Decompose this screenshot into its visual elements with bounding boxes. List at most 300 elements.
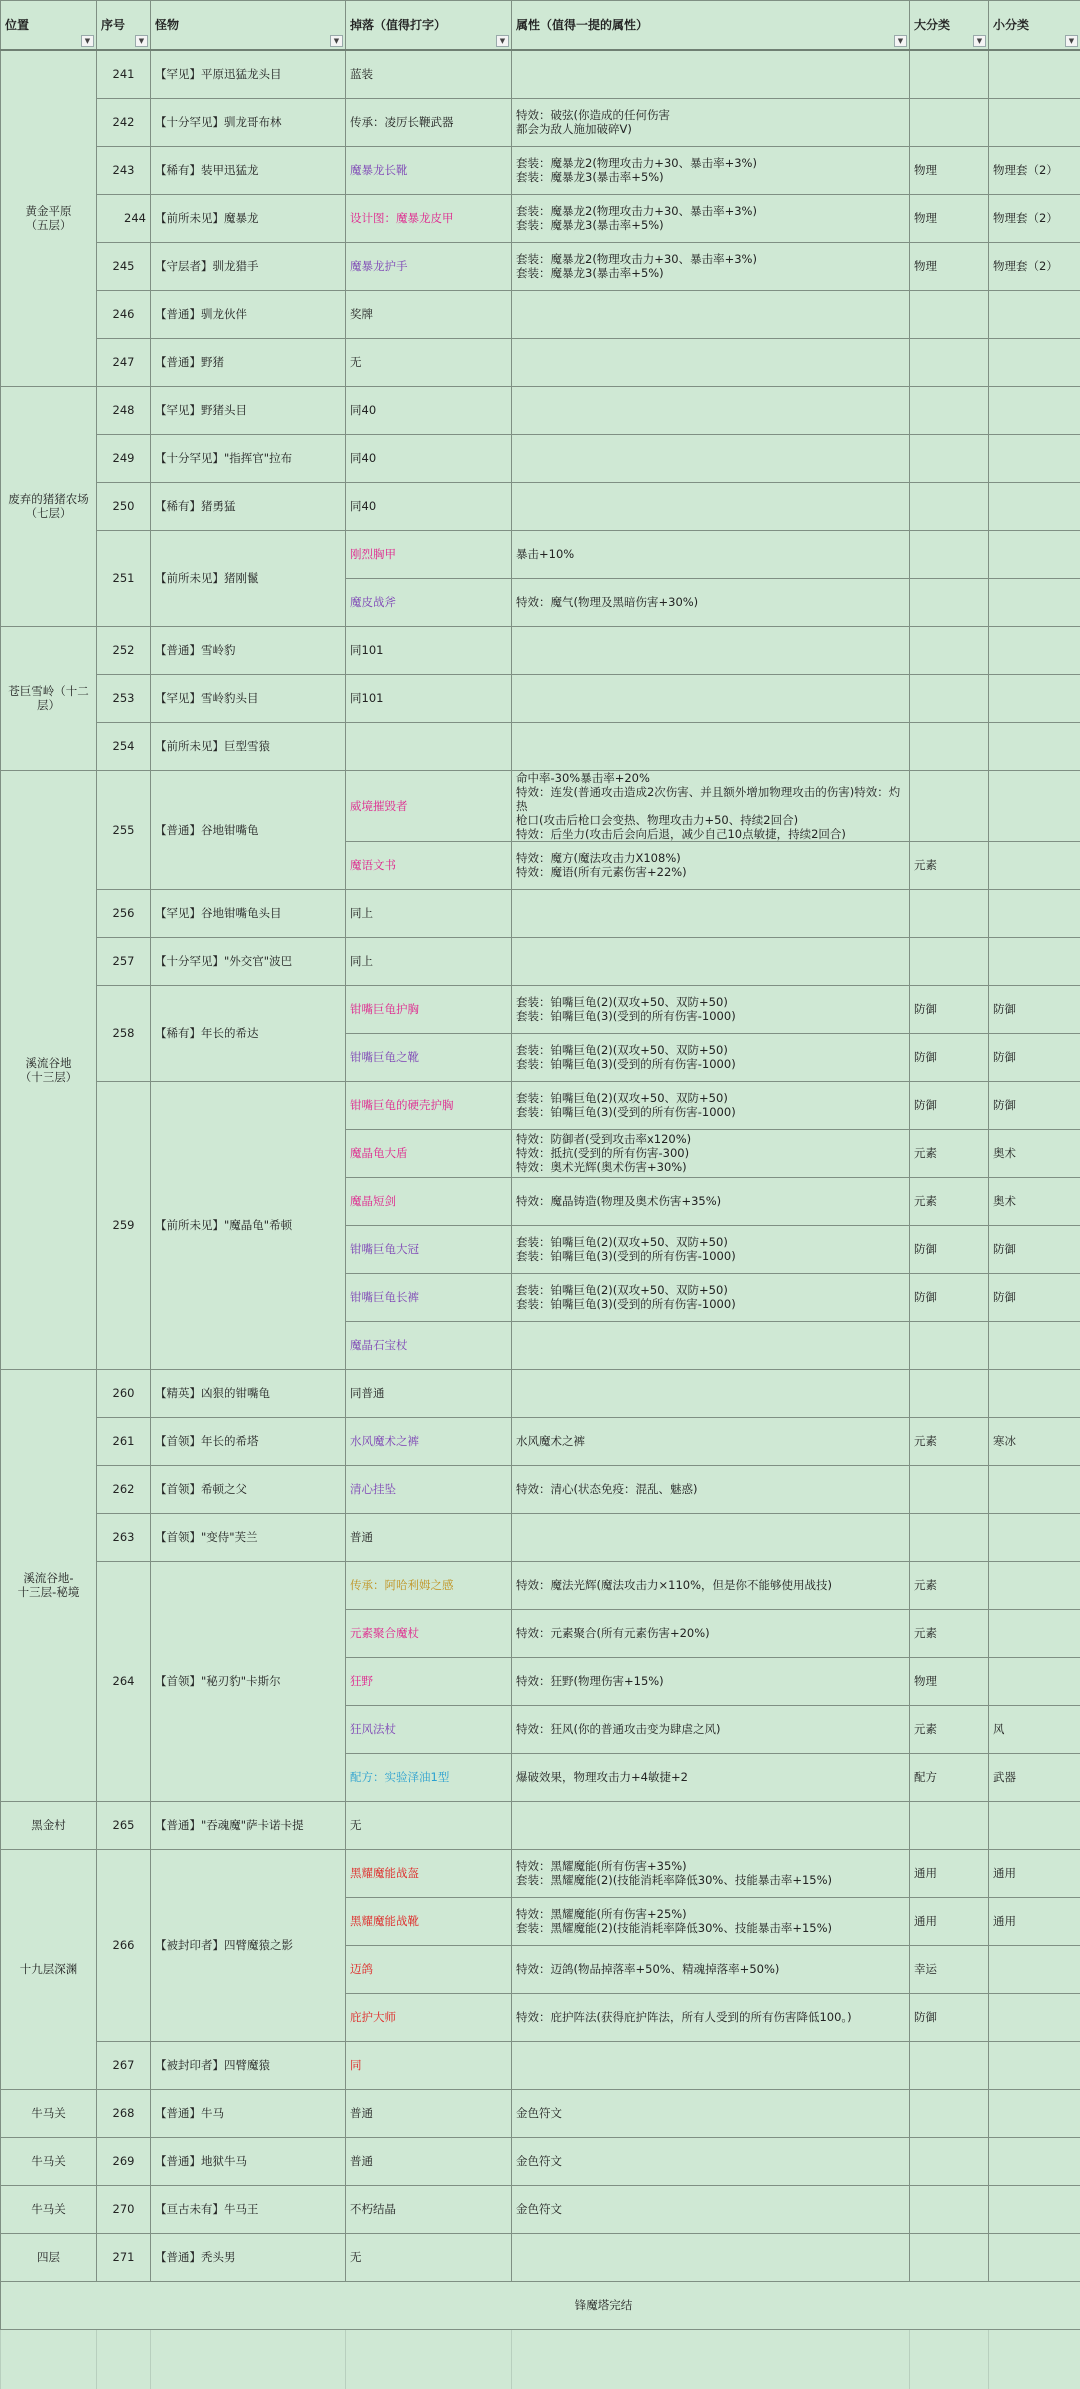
table-row — [1, 2185, 1080, 2233]
monster-cell: 【精英】凶狠的钳嘴龟 — [151, 1369, 346, 1417]
index-cell: 261 — [97, 1417, 151, 1465]
drop-cell: 同40 — [346, 434, 512, 482]
major-category-cell: 元素 — [910, 841, 989, 889]
location-cell: 十九层深渊 — [1, 1849, 97, 2089]
minor-category-cell — [989, 1993, 1080, 2041]
index-cell: 246 — [97, 290, 151, 338]
attribute-cell: 暴击+10% — [512, 530, 910, 578]
major-category-cell: 元素 — [910, 1177, 989, 1225]
table-row — [1, 1369, 1080, 1417]
drop-cell: 迈鸽 — [346, 1945, 512, 1993]
header-label: 序号 — [101, 18, 125, 32]
table-row — [1, 1513, 1080, 1561]
index-cell: 243 — [97, 146, 151, 194]
major-category-cell — [910, 937, 989, 985]
attribute-cell: 特效：庇护阵法(获得庇护阵法，所有人受到的所有伤害降低100。) — [512, 1993, 910, 2041]
minor-category-cell — [989, 578, 1080, 626]
attribute-cell — [512, 290, 910, 338]
drop-cell: 同上 — [346, 889, 512, 937]
drop-cell: 无 — [346, 338, 512, 386]
attribute-cell: 爆破效果，物理攻击力+4敏捷+2 — [512, 1753, 910, 1801]
attribute-cell: 特效：狂风(你的普通攻击变为肆虐之风) — [512, 1705, 910, 1753]
index-cell: 266 — [97, 1849, 151, 2041]
drop-cell: 水风魔术之裤 — [346, 1417, 512, 1465]
table-row — [1, 1417, 1080, 1465]
location-cell: 苍巨雪岭（十二 层） — [1, 626, 97, 770]
minor-category-cell — [989, 50, 1080, 98]
major-category-cell: 通用 — [910, 1897, 989, 1945]
index-cell: 250 — [97, 482, 151, 530]
minor-category-cell: 防御 — [989, 1225, 1080, 1273]
attribute-cell — [512, 1321, 910, 1369]
major-category-cell: 物理 — [910, 1657, 989, 1705]
minor-category-cell: 防御 — [989, 985, 1080, 1033]
filter-dropdown-icon[interactable]: ▼ — [135, 35, 148, 47]
minor-category-cell — [989, 1321, 1080, 1369]
monster-cell: 【普通】秃头男 — [151, 2233, 346, 2281]
index-cell: 248 — [97, 386, 151, 434]
index-cell: 251 — [97, 530, 151, 626]
location-cell: 牛马关 — [1, 2185, 97, 2233]
attribute-cell — [512, 2041, 910, 2089]
monster-cell: 【十分罕见】驯龙哥布林 — [151, 98, 346, 146]
index-cell: 249 — [97, 434, 151, 482]
table-row — [1, 50, 1080, 98]
table-row — [1, 770, 1080, 841]
table-row — [1, 674, 1080, 722]
major-category-cell — [910, 1321, 989, 1369]
attribute-cell: 套装：魔暴龙2(物理攻击力+30、暴击率+3%) 套装：魔暴龙3(暴击率+5%) — [512, 146, 910, 194]
location-cell: 牛马关 — [1, 2089, 97, 2137]
location-cell: 牛马关 — [1, 2137, 97, 2185]
major-category-cell: 元素 — [910, 1705, 989, 1753]
minor-category-cell: 物理套（2） — [989, 146, 1080, 194]
location-cell: 废弃的猪猪农场 （七层） — [1, 386, 97, 626]
index-cell: 247 — [97, 338, 151, 386]
major-category-cell — [910, 2137, 989, 2185]
major-category-cell — [910, 2185, 989, 2233]
drop-cell: 钳嘴巨龟大冠 — [346, 1225, 512, 1273]
index-cell: 267 — [97, 2041, 151, 2089]
index-cell: 259 — [97, 1081, 151, 1369]
empty-cell — [1, 2359, 97, 2389]
header-label: 怪物 — [155, 18, 179, 32]
monster-cell: 【首领】年长的希塔 — [151, 1417, 346, 1465]
empty-cell — [910, 2359, 989, 2389]
index-cell: 268 — [97, 2089, 151, 2137]
drop-cell: 黑耀魔能战靴 — [346, 1897, 512, 1945]
minor-category-cell — [989, 1561, 1080, 1609]
header-row — [1, 1, 1080, 51]
monster-cell: 【十分罕见】"外交官"波巴 — [151, 937, 346, 985]
major-category-cell — [910, 530, 989, 578]
major-category-cell: 防御 — [910, 1081, 989, 1129]
filter-dropdown-icon[interactable]: ▼ — [330, 35, 343, 47]
major-category-cell — [910, 482, 989, 530]
monster-cell: 【普通】"吞魂魔"萨卡诺卡提 — [151, 1801, 346, 1849]
major-category-cell — [910, 290, 989, 338]
minor-category-cell: 风 — [989, 1705, 1080, 1753]
monster-cell: 【首领】"秘刃豹"卡斯尔 — [151, 1561, 346, 1801]
minor-category-cell: 防御 — [989, 1273, 1080, 1321]
table-row — [1, 1081, 1080, 1129]
minor-category-cell: 物理套（2） — [989, 194, 1080, 242]
major-category-cell: 物理 — [910, 146, 989, 194]
major-category-cell — [910, 1513, 989, 1561]
table-row — [1, 889, 1080, 937]
attribute-cell: 特效：魔气(物理及黑暗伤害+30%) — [512, 578, 910, 626]
empty-cell — [512, 2329, 910, 2359]
drop-cell: 普通 — [346, 2089, 512, 2137]
major-category-cell — [910, 770, 989, 841]
monster-cell: 【普通】野猪 — [151, 338, 346, 386]
table-row — [1, 1465, 1080, 1513]
drop-cell: 黑耀魔能战盔 — [346, 1849, 512, 1897]
drop-cell: 同101 — [346, 626, 512, 674]
monster-cell: 【罕见】谷地钳嘴龟头目 — [151, 889, 346, 937]
header-label: 小分类 — [993, 18, 1029, 32]
index-cell: 257 — [97, 937, 151, 985]
drop-cell: 同上 — [346, 937, 512, 985]
drop-cell: 普通 — [346, 1513, 512, 1561]
table-row — [1, 194, 1080, 242]
drop-cell: 元素聚合魔杖 — [346, 1609, 512, 1657]
drop-cell: 狂风法杖 — [346, 1705, 512, 1753]
minor-category-cell — [989, 889, 1080, 937]
drop-cell: 同40 — [346, 482, 512, 530]
header-location — [1, 1, 97, 51]
index-cell: 265 — [97, 1801, 151, 1849]
major-category-cell: 幸运 — [910, 1945, 989, 1993]
table-row — [1, 626, 1080, 674]
attribute-cell: 特效：迈鸽(物品掉落率+50%、精魂掉落率+50%) — [512, 1945, 910, 1993]
minor-category-cell: 奥术 — [989, 1129, 1080, 1177]
empty-cell — [989, 2359, 1080, 2389]
filter-dropdown-icon[interactable]: ▼ — [81, 35, 94, 47]
major-category-cell: 通用 — [910, 1849, 989, 1897]
table-row — [1, 2137, 1080, 2185]
minor-category-cell: 防御 — [989, 1033, 1080, 1081]
index-cell: 270 — [97, 2185, 151, 2233]
minor-category-cell — [989, 530, 1080, 578]
header-drop — [346, 1, 512, 51]
header-label: 属性（值得一提的属性） — [516, 18, 648, 32]
major-category-cell — [910, 2041, 989, 2089]
minor-category-cell: 通用 — [989, 1897, 1080, 1945]
minor-category-cell: 物理套（2） — [989, 242, 1080, 290]
table-row — [1, 2089, 1080, 2137]
minor-category-cell — [989, 290, 1080, 338]
minor-category-cell — [989, 1945, 1080, 1993]
major-category-cell — [910, 2233, 989, 2281]
drop-cell: 传承：凌厉长鞭武器 — [346, 98, 512, 146]
major-category-cell: 防御 — [910, 1225, 989, 1273]
empty-cell — [151, 2359, 346, 2389]
index-cell: 245 — [97, 242, 151, 290]
index-cell: 254 — [97, 722, 151, 770]
attribute-cell: 金色符文 — [512, 2089, 910, 2137]
monster-cell: 【首领】希顿之父 — [151, 1465, 346, 1513]
index-cell: 264 — [97, 1561, 151, 1801]
index-cell: 255 — [97, 770, 151, 889]
drop-cell: 无 — [346, 1801, 512, 1849]
attribute-cell — [512, 889, 910, 937]
table-row — [1, 530, 1080, 578]
attribute-cell — [512, 674, 910, 722]
major-category-cell — [910, 338, 989, 386]
drop-cell: 魔语文书 — [346, 841, 512, 889]
attribute-cell: 套装：魔暴龙2(物理攻击力+30、暴击率+3%) 套装：魔暴龙3(暴击率+5%) — [512, 242, 910, 290]
attribute-cell: 套装：铂嘴巨龟(2)(双攻+50、双防+50) 套装：铂嘴巨龟(3)(受到的所有伤害-1000) — [512, 1273, 910, 1321]
monster-cell: 【普通】雪岭豹 — [151, 626, 346, 674]
drop-cell: 庇护大师 — [346, 1993, 512, 2041]
major-category-cell: 元素 — [910, 1609, 989, 1657]
empty-cell — [97, 2359, 151, 2389]
attribute-cell: 水风魔术之裤 — [512, 1417, 910, 1465]
attribute-cell: 特效：黑耀魔能(所有伤害+25%) 套装：黑耀魔能(2)(技能消耗率降低30%、技能暴击率+15%) — [512, 1897, 910, 1945]
attribute-cell — [512, 1801, 910, 1849]
monster-cell: 【亘古未有】牛马王 — [151, 2185, 346, 2233]
major-category-cell: 防御 — [910, 1993, 989, 2041]
attribute-cell — [512, 937, 910, 985]
drop-cell: 清心挂坠 — [346, 1465, 512, 1513]
drop-cell: 同普通 — [346, 1369, 512, 1417]
attribute-cell: 特效：防御者(受到攻击率x120%) 特效：抵抗(受到的所有伤害-300) 特效：奥术光辉(奥术伤害+30%) — [512, 1129, 910, 1177]
drop-cell: 魔暴龙护手 — [346, 242, 512, 290]
drop-cell: 同40 — [346, 386, 512, 434]
minor-category-cell — [989, 1513, 1080, 1561]
monster-cell: 【普通】谷地钳嘴龟 — [151, 770, 346, 889]
minor-category-cell — [989, 98, 1080, 146]
major-category-cell: 元素 — [910, 1417, 989, 1465]
attribute-cell — [512, 50, 910, 98]
major-category-cell — [910, 626, 989, 674]
table-row — [1, 985, 1080, 1033]
attribute-cell: 特效：狂野(物理伤害+15%) — [512, 1657, 910, 1705]
monster-cell: 【普通】驯龙伙伴 — [151, 290, 346, 338]
major-category-cell — [910, 722, 989, 770]
location-cell: 溪流谷地 （十三层） — [1, 770, 97, 1369]
attribute-cell: 特效：魔晶铸造(物理及奥术伤害+35%) — [512, 1177, 910, 1225]
minor-category-cell — [989, 2233, 1080, 2281]
major-category-cell — [910, 50, 989, 98]
drop-cell: 狂野 — [346, 1657, 512, 1705]
major-category-cell — [910, 2089, 989, 2137]
footer-row — [1, 2281, 1080, 2329]
attribute-cell: 命中率-30%暴击率+20% 特效：连发(普通攻击造成2次伤害、并且额外增加物理攻击的伤害)特效：灼热 枪口(攻击后枪口会变热、物理攻击力+50、持续2回合) 特效：后坐力(攻击后会向后退，减少自己10点敏捷，持续2回合) — [512, 770, 910, 841]
drop-cell: 设计图：魔暴龙皮甲 — [346, 194, 512, 242]
minor-category-cell — [989, 937, 1080, 985]
filter-dropdown-icon[interactable]: ▼ — [496, 35, 509, 47]
major-category-cell: 元素 — [910, 1129, 989, 1177]
monster-cell: 【被封印者】四臂魔猿之影 — [151, 1849, 346, 2041]
attribute-cell — [512, 1369, 910, 1417]
empty-cell — [151, 2329, 346, 2359]
major-category-cell — [910, 1465, 989, 1513]
table-row — [1, 98, 1080, 146]
minor-category-cell — [989, 674, 1080, 722]
major-category-cell: 防御 — [910, 1033, 989, 1081]
header-label: 位置 — [5, 18, 29, 32]
drop-cell: 钳嘴巨龟护胸 — [346, 985, 512, 1033]
monster-cell: 【前所未见】猪刚鬣 — [151, 530, 346, 626]
index-cell: 252 — [97, 626, 151, 674]
location-cell: 溪流谷地- 十三层-秘境 — [1, 1369, 97, 1801]
table-row — [1, 1849, 1080, 1897]
empty-cell — [346, 2359, 512, 2389]
table-row — [1, 937, 1080, 985]
empty-row — [1, 2329, 1080, 2359]
monster-cell: 【前所未见】巨型雪猿 — [151, 722, 346, 770]
drop-cell: 无 — [346, 2233, 512, 2281]
table-row — [1, 1561, 1080, 1609]
major-category-cell: 元素 — [910, 1561, 989, 1609]
monster-cell: 【罕见】野猪头目 — [151, 386, 346, 434]
attribute-cell: 金色符文 — [512, 2137, 910, 2185]
minor-category-cell — [989, 434, 1080, 482]
attribute-cell: 金色符文 — [512, 2185, 910, 2233]
index-cell: 256 — [97, 889, 151, 937]
drop-cell: 钳嘴巨龟之靴 — [346, 1033, 512, 1081]
major-category-cell — [910, 578, 989, 626]
minor-category-cell — [989, 722, 1080, 770]
empty-cell — [989, 2329, 1080, 2359]
monster-cell: 【前所未见】"魔晶龟"希顿 — [151, 1081, 346, 1369]
empty-cell — [910, 2329, 989, 2359]
minor-category-cell — [989, 1609, 1080, 1657]
attribute-cell: 套装：魔暴龙2(物理攻击力+30、暴击率+3%) 套装：魔暴龙3(暴击率+5%) — [512, 194, 910, 242]
drop-cell: 同 — [346, 2041, 512, 2089]
attribute-cell — [512, 2233, 910, 2281]
attribute-cell: 特效：黑耀魔能(所有伤害+35%) 套装：黑耀魔能(2)(技能消耗率降低30%、技能暴击率+15%) — [512, 1849, 910, 1897]
location-cell: 黑金村 — [1, 1801, 97, 1849]
empty-cell — [1, 2329, 97, 2359]
index-cell: 241 — [97, 50, 151, 98]
attribute-cell: 套装：铂嘴巨龟(2)(双攻+50、双防+50) 套装：铂嘴巨龟(3)(受到的所有伤害-1000) — [512, 1033, 910, 1081]
index-cell: 242 — [97, 98, 151, 146]
minor-category-cell: 通用 — [989, 1849, 1080, 1897]
empty-cell — [512, 2359, 910, 2389]
minor-category-cell — [989, 2137, 1080, 2185]
minor-category-cell — [989, 2089, 1080, 2137]
table-row — [1, 482, 1080, 530]
minor-category-cell — [989, 2041, 1080, 2089]
minor-category-cell — [989, 482, 1080, 530]
minor-category-cell — [989, 338, 1080, 386]
drop-cell: 刚烈胸甲 — [346, 530, 512, 578]
major-category-cell: 物理 — [910, 242, 989, 290]
major-category-cell — [910, 98, 989, 146]
minor-category-cell — [989, 1465, 1080, 1513]
drop-cell: 魔晶龟大盾 — [346, 1129, 512, 1177]
table-row — [1, 386, 1080, 434]
monster-cell: 【首领】"变侍"芙兰 — [151, 1513, 346, 1561]
monster-cell: 【罕见】雪岭豹头目 — [151, 674, 346, 722]
attribute-cell — [512, 626, 910, 674]
major-category-cell: 物理 — [910, 194, 989, 242]
index-cell: 263 — [97, 1513, 151, 1561]
empty-cell — [97, 2329, 151, 2359]
drop-cell: 配方：实验泽油1型 — [346, 1753, 512, 1801]
header-major-category — [910, 1, 989, 51]
table-row — [1, 242, 1080, 290]
attribute-cell — [512, 434, 910, 482]
drop-cell: 魔晶石宝杖 — [346, 1321, 512, 1369]
header-monster — [151, 1, 346, 51]
attribute-cell: 套装：铂嘴巨龟(2)(双攻+50、双防+50) 套装：铂嘴巨龟(3)(受到的所有伤害-1000) — [512, 1225, 910, 1273]
major-category-cell — [910, 1369, 989, 1417]
drop-cell: 不朽结晶 — [346, 2185, 512, 2233]
monster-cell: 【前所未见】魔暴龙 — [151, 194, 346, 242]
header-label: 大分类 — [914, 18, 950, 32]
table-row — [1, 290, 1080, 338]
drop-cell: 传承：阿哈利姆之感 — [346, 1561, 512, 1609]
filter-dropdown-icon[interactable]: ▼ — [1065, 35, 1078, 47]
drop-cell: 威境摧毁者 — [346, 770, 512, 841]
header-attribute — [512, 1, 910, 51]
location-cell: 四层 — [1, 2233, 97, 2281]
empty-row — [1, 2359, 1080, 2389]
index-cell: 262 — [97, 1465, 151, 1513]
table-row — [1, 2233, 1080, 2281]
attribute-cell — [512, 482, 910, 530]
major-category-cell: 配方 — [910, 1753, 989, 1801]
minor-category-cell: 武器 — [989, 1753, 1080, 1801]
index-cell: 258 — [97, 985, 151, 1081]
attribute-cell: 特效：元素聚合(所有元素伤害+20%) — [512, 1609, 910, 1657]
drop-cell: 同101 — [346, 674, 512, 722]
filter-dropdown-icon[interactable]: ▼ — [894, 35, 907, 47]
drop-cell: 奖牌 — [346, 290, 512, 338]
monster-cell: 【稀有】猪勇猛 — [151, 482, 346, 530]
major-category-cell — [910, 1801, 989, 1849]
drop-cell: 魔晶短剑 — [346, 1177, 512, 1225]
drop-cell: 魔皮战斧 — [346, 578, 512, 626]
table-row — [1, 338, 1080, 386]
drop-cell: 普通 — [346, 2137, 512, 2185]
attribute-cell: 特效：破弦(你造成的任何伤害 都会为敌人施加破碎V) — [512, 98, 910, 146]
major-category-cell — [910, 386, 989, 434]
index-cell: 271 — [97, 2233, 151, 2281]
monster-cell: 【稀有】年长的希达 — [151, 985, 346, 1081]
attribute-cell — [512, 386, 910, 434]
drop-cell: 魔暴龙长靴 — [346, 146, 512, 194]
minor-category-cell — [989, 1657, 1080, 1705]
minor-category-cell: 寒冰 — [989, 1417, 1080, 1465]
index-cell: 253 — [97, 674, 151, 722]
table-row — [1, 434, 1080, 482]
index-cell: 260 — [97, 1369, 151, 1417]
table-row — [1, 1801, 1080, 1849]
index-cell: 269 — [97, 2137, 151, 2185]
minor-category-cell — [989, 2185, 1080, 2233]
attribute-cell — [512, 722, 910, 770]
monster-cell: 【被封印者】四臂魔猿 — [151, 2041, 346, 2089]
table-row — [1, 2041, 1080, 2089]
completion-note: 锋魔塔完结 — [1, 2281, 1080, 2329]
index-cell: 244 — [97, 194, 151, 242]
empty-cell — [346, 2329, 512, 2359]
attribute-cell: 特效：魔方(魔法攻击力X108%) 特效：魔语(所有元素伤害+22%) — [512, 841, 910, 889]
minor-category-cell — [989, 1801, 1080, 1849]
minor-category-cell — [989, 841, 1080, 889]
attribute-cell — [512, 1513, 910, 1561]
monster-cell: 【稀有】装甲迅猛龙 — [151, 146, 346, 194]
monster-cell: 【守层者】驯龙猎手 — [151, 242, 346, 290]
minor-category-cell — [989, 770, 1080, 841]
filter-dropdown-icon[interactable]: ▼ — [973, 35, 986, 47]
attribute-cell: 特效：魔法光辉(魔法攻击力×110%，但是你不能够使用战技) — [512, 1561, 910, 1609]
